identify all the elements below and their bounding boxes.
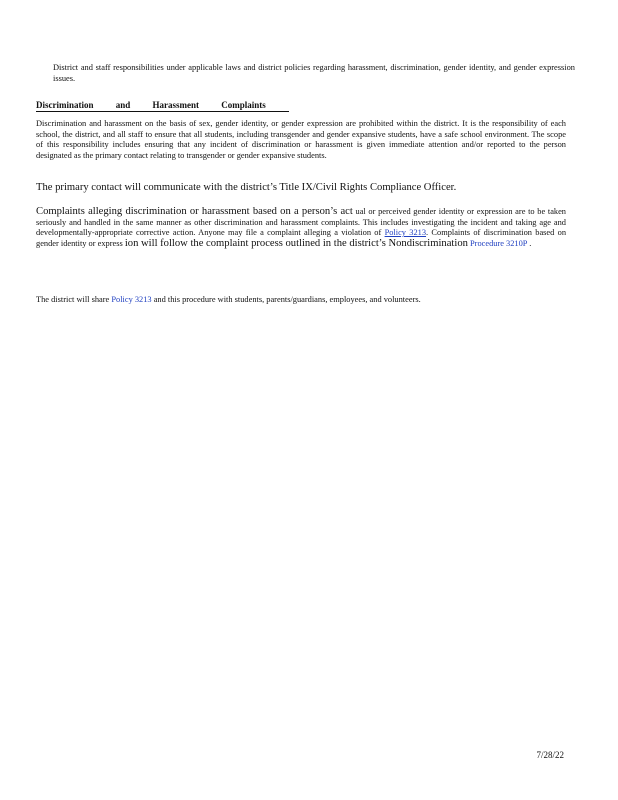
paragraph-scope: Discrimination and harassment on the basis of sex, gender identity, or gender expression are prohibited within the district. It is the responsibility of each school, the district, and all staff to ensure that all students, including transgender and gender expansive students, have a safe school environment. The scope of this responsibility includes ensuring that any incident of discrimination or harassment is given immediate attention and/or reported to the person designated as the primary contact relating to transgender or gender expansive students.: [36, 119, 566, 160]
bullet-text: District and staff responsibilities under applicable laws and district policies regarding harassment, discrimination, gender identity, and gender expression issues.: [53, 63, 575, 83]
complaints-end-text: .: [529, 238, 532, 248]
share-end-text: and this procedure with students, parents/guardians, employees, and volunteers.: [153, 295, 421, 304]
paragraph-primary-contact: The primary contact will communicate with the district’s Title IX/Civil Rights Compliance Officer.: [36, 182, 457, 193]
policy-3213-link[interactable]: Policy 3213: [384, 228, 427, 238]
complaints-tail-text: ion will follow the complaint process outlined in the district’s Nondiscrimination: [124, 237, 468, 249]
policy-3213-share-link[interactable]: Policy 3213: [111, 295, 152, 304]
paragraph-share: [36, 295, 466, 306]
paragraph-complaints: [36, 207, 566, 249]
section-heading: Discrimination and Harassment Complaints: [36, 100, 289, 112]
complaints-body-text: ual or perceived gender identity or expression are to be taken seriously and handled in the same manner as other discrimination and harassment complaints. This includes investigating the incident and taking age and developmentally-appropriate corrective action. Anyone may file a complaint alleging a violation of: [36, 207, 566, 238]
procedure-3210p-link[interactable]: Procedure 3210P: [470, 238, 528, 248]
complaints-mid-text: . Complaints of discrimination based on gender identity or express: [36, 228, 567, 248]
complaints-lead-text: Complaints alleging discrimination or harassment based on a person’s act: [36, 206, 353, 217]
responsibility-bullet: [35, 63, 575, 84]
footer-date: 7/28/22: [536, 750, 564, 760]
share-start-text: The district will share: [36, 295, 110, 304]
